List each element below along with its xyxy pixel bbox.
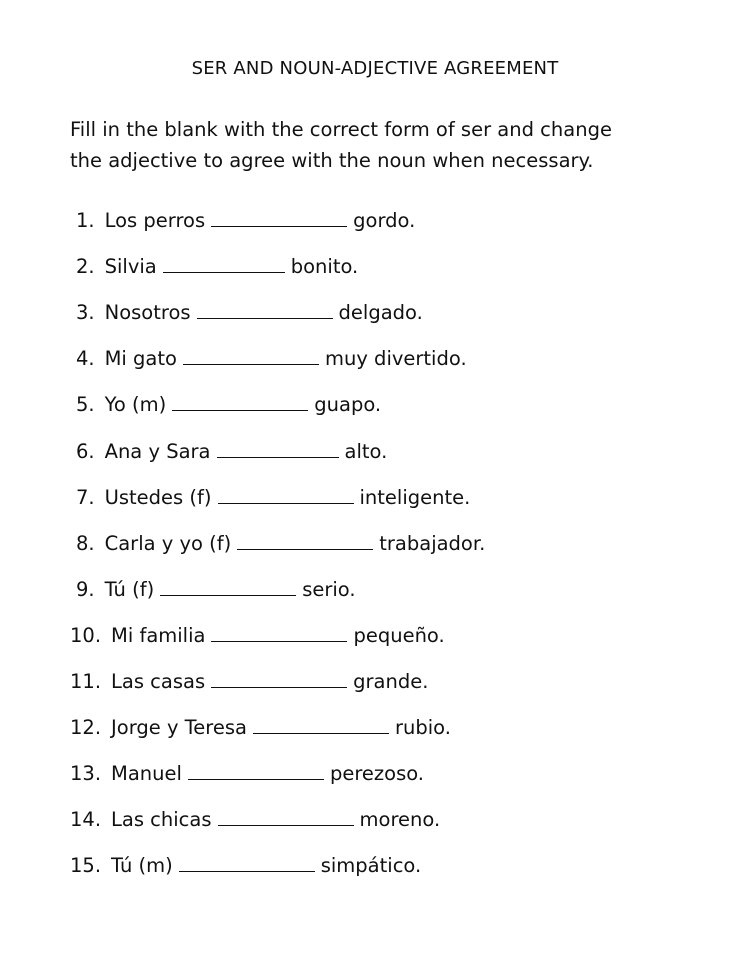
- item-adjective: bonito.: [290, 255, 359, 279]
- item-number: 10.: [70, 623, 102, 647]
- item-subject: Tú (f): [104, 577, 155, 601]
- exercise-item: [70, 716, 451, 739]
- item-number: 13.: [70, 762, 102, 786]
- answer-blank[interactable]: [211, 671, 347, 688]
- instructions-line-2: the adjective to agree with the noun when necessary.: [70, 149, 594, 172]
- item-subject: Mi familia: [111, 623, 206, 647]
- item-adjective: guapo.: [314, 393, 382, 417]
- answer-blank[interactable]: [253, 717, 389, 734]
- item-subject: Las chicas: [111, 808, 212, 832]
- item-adjective: inteligente.: [359, 485, 471, 509]
- item-adjective: grande.: [353, 670, 429, 693]
- item-adjective: delgado.: [338, 301, 423, 325]
- item-number: 7.: [76, 485, 95, 509]
- item-number: 5.: [76, 393, 95, 417]
- item-subject: Yo (m): [104, 393, 167, 417]
- exercise-item: [76, 532, 485, 555]
- answer-blank[interactable]: [218, 809, 354, 826]
- exercise-item: [76, 209, 415, 232]
- item-number: 15.: [70, 854, 102, 878]
- exercise-item: [76, 347, 467, 370]
- answer-blank[interactable]: [217, 441, 339, 458]
- item-subject: Tú (m): [111, 854, 173, 878]
- item-number: 12.: [70, 716, 102, 740]
- item-adjective: pequeño.: [353, 623, 445, 647]
- item-adjective: rubio.: [394, 716, 451, 740]
- answer-blank[interactable]: [211, 625, 347, 642]
- worksheet-title: SER AND NOUN-ADJECTIVE AGREEMENT: [191, 58, 559, 79]
- answer-blank[interactable]: [197, 302, 333, 319]
- exercise-item: [76, 255, 358, 278]
- item-subject: Los perros: [104, 209, 206, 232]
- item-number: 2.: [76, 255, 95, 279]
- answer-blank[interactable]: [179, 855, 315, 872]
- item-subject: Ana y Sara: [104, 439, 211, 463]
- item-adjective: moreno.: [359, 808, 441, 832]
- answer-blank[interactable]: [237, 533, 373, 550]
- item-adjective: perezoso.: [329, 762, 425, 786]
- exercise-item: [70, 854, 421, 877]
- item-subject: Manuel: [111, 762, 182, 786]
- answer-blank[interactable]: [211, 210, 347, 227]
- item-subject: Silvia: [104, 255, 157, 279]
- instructions-line-1: Fill in the blank with the correct form of ser and change: [70, 118, 612, 141]
- exercise-item: [76, 578, 356, 601]
- exercise-item: [70, 670, 428, 693]
- item-number: 1.: [76, 209, 95, 232]
- item-number: 4.: [76, 347, 95, 371]
- exercise-item: [76, 486, 470, 509]
- item-adjective: serio.: [302, 577, 356, 601]
- item-subject: Ustedes (f): [104, 485, 212, 509]
- item-number: 3.: [76, 301, 95, 325]
- item-number: 9.: [76, 577, 95, 601]
- answer-blank[interactable]: [183, 348, 319, 365]
- answer-blank[interactable]: [163, 256, 285, 273]
- item-adjective: gordo.: [353, 209, 416, 232]
- exercise-item: [70, 762, 424, 785]
- item-subject: Mi gato: [104, 347, 177, 371]
- exercise-item: [76, 440, 387, 463]
- item-adjective: simpático.: [320, 854, 422, 878]
- item-number: 14.: [70, 808, 102, 832]
- answer-blank[interactable]: [218, 487, 354, 504]
- item-adjective: alto.: [344, 439, 388, 463]
- item-subject: Nosotros: [104, 301, 191, 325]
- exercise-item: [70, 624, 445, 647]
- item-adjective: trabajador.: [379, 531, 486, 555]
- item-subject: Carla y yo (f): [104, 531, 232, 555]
- item-subject: Jorge y Teresa: [111, 716, 247, 740]
- item-number: 8.: [76, 531, 95, 555]
- item-adjective: muy divertido.: [324, 347, 467, 371]
- answer-blank[interactable]: [188, 763, 324, 780]
- answer-blank[interactable]: [172, 394, 308, 411]
- exercise-item: [76, 393, 381, 416]
- exercise-item: [70, 808, 440, 831]
- item-subject: Las casas: [111, 670, 206, 693]
- exercise-item: [76, 301, 423, 324]
- item-number: 11.: [70, 670, 102, 693]
- item-number: 6.: [76, 439, 95, 463]
- answer-blank[interactable]: [160, 579, 296, 596]
